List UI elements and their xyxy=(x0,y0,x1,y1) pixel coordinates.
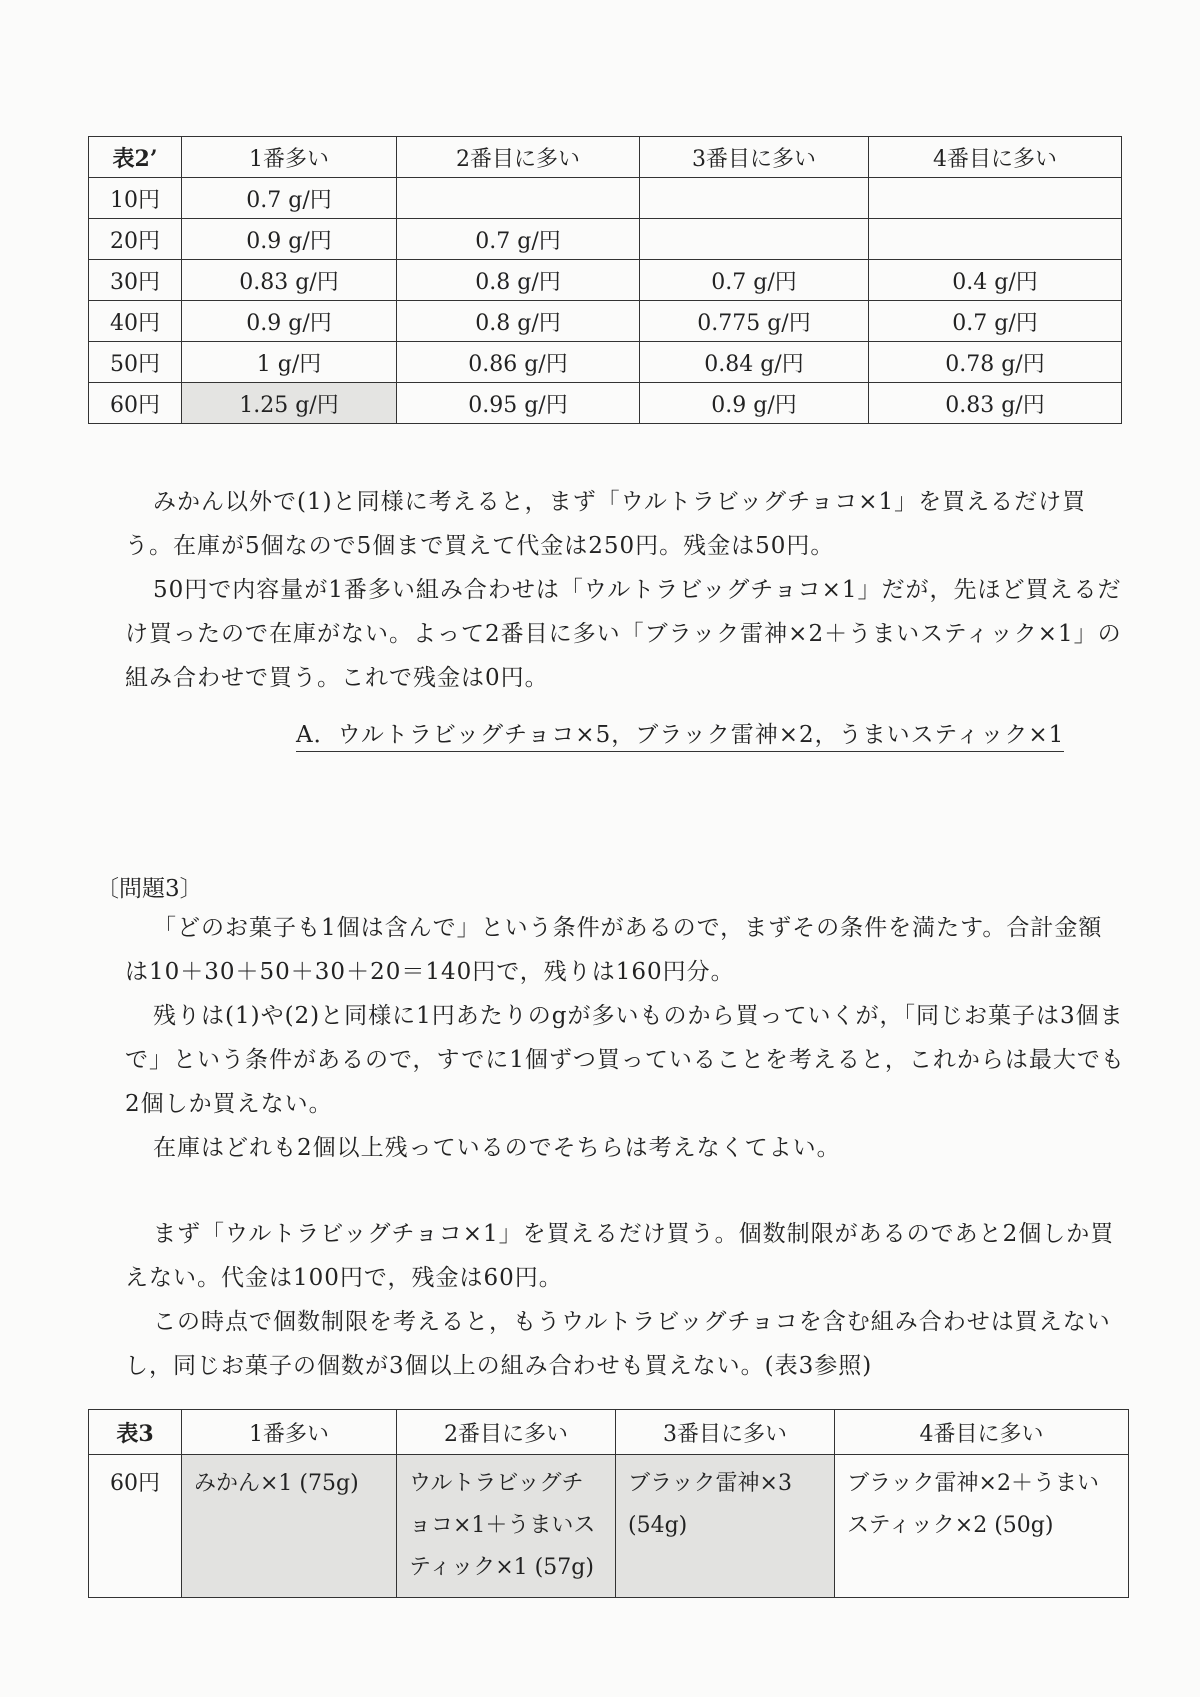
combo-cell: ブラック雷神×3 (54g) xyxy=(616,1455,835,1598)
value-cell: 0.83 g/円 xyxy=(182,260,397,301)
table-row xyxy=(89,178,1122,219)
value-cell: 0.8 g/円 xyxy=(397,301,640,342)
value-cell: 0.4 g/円 xyxy=(869,260,1122,301)
price-cell: 30円 xyxy=(89,260,182,301)
value-cell: 0.9 g/円 xyxy=(182,219,397,260)
value-cell: 0.7 g/円 xyxy=(397,219,640,260)
table-row xyxy=(89,219,1122,260)
value-cell: 0.95 g/円 xyxy=(397,383,640,424)
problem-3-heading: 〔問題3〕 xyxy=(96,876,203,902)
price-cell: 60円 xyxy=(89,1455,182,1598)
combo-cell: ウルトラビッグチョコ×1＋うまいスティック×1 (57g) xyxy=(397,1455,616,1598)
value-cell xyxy=(397,178,640,219)
value-cell xyxy=(869,178,1122,219)
value-cell: 1 g/円 xyxy=(182,342,397,383)
table-row xyxy=(89,1455,1129,1598)
section3-paragraph-1: 「どのお菓子も1個は含んで」という条件があるので，まずその条件を満たす。合計金額は10＋30＋50＋30＋20＝140円で，残りは160円分。 xyxy=(125,915,1103,985)
combo-cell: ブラック雷神×2＋うまいスティック×2 (50g) xyxy=(835,1455,1129,1598)
table-row xyxy=(89,383,1122,424)
value-cell: 0.84 g/円 xyxy=(640,342,869,383)
column-header: 1番多い xyxy=(182,137,397,178)
section3-paragraph-3: 在庫はどれも2個以上残っているのでそちらは考えなくてよい。 xyxy=(153,1135,841,1161)
value-cell: 0.78 g/円 xyxy=(869,342,1122,383)
section2-paragraph-1: みかん以外で(1)と同様に考えると，まず「ウルトラビッグチョコ×1」を買えるだけ買う。在庫が5個なので5個まで買えて代金は250円。残金は50円。 xyxy=(125,489,1087,559)
table-row xyxy=(89,301,1122,342)
column-header: 3番目に多い xyxy=(640,137,869,178)
column-header: 4番目に多い xyxy=(869,137,1122,178)
table-row xyxy=(89,260,1122,301)
value-cell xyxy=(869,219,1122,260)
value-cell: 0.8 g/円 xyxy=(397,260,640,301)
value-cell: 0.86 g/円 xyxy=(397,342,640,383)
price-cell: 20円 xyxy=(89,219,182,260)
answer-line: A．ウルトラビッグチョコ×5，ブラック雷神×2，うまいスティック×1 xyxy=(296,716,1064,752)
table-title: 表3 xyxy=(89,1410,182,1455)
table-header-row xyxy=(89,137,1122,178)
value-cell xyxy=(640,178,869,219)
price-cell: 60円 xyxy=(89,383,182,424)
section3-paragraph-5: この時点で個数制限を考えると，もうウルトラビッグチョコを含む組み合わせは買えないし，同じお菓子の個数が3個以上の組み合わせも買えない。(表3参照) xyxy=(125,1309,1111,1379)
section3-paragraph-2: 残りは(1)や(2)と同様に1円あたりのgが多いものから買っていくが，「同じお菓子は3個まで」という条件があるので，すでに1個ずつ買っていることを考えると，これからは最大でも2個しか買えない。 xyxy=(125,1003,1125,1117)
value-cell: 0.775 g/円 xyxy=(640,301,869,342)
value-cell: 0.9 g/円 xyxy=(640,383,869,424)
column-header: 2番目に多い xyxy=(397,137,640,178)
highlighted-value-cell: 1.25 g/円 xyxy=(182,383,397,424)
value-cell: 0.83 g/円 xyxy=(869,383,1122,424)
table-row xyxy=(89,342,1122,383)
table-title: 表2’ xyxy=(89,137,182,178)
price-cell: 50円 xyxy=(89,342,182,383)
column-header: 4番目に多い xyxy=(835,1410,1129,1455)
section2-paragraph-2: 50円で内容量が1番多い組み合わせは「ウルトラビッグチョコ×1」だが，先ほど買えるだけ買ったので在庫がない。よって2番目に多い「ブラック雷神×2＋うまいスティック×1」の組み合わせで買う。これで残金は0円。 xyxy=(125,577,1122,691)
column-header: 2番目に多い xyxy=(397,1410,616,1455)
price-cell: 40円 xyxy=(89,301,182,342)
value-cell: 0.7 g/円 xyxy=(640,260,869,301)
column-header: 1番多い xyxy=(182,1410,397,1455)
value-cell: 0.7 g/円 xyxy=(182,178,397,219)
value-cell: 0.7 g/円 xyxy=(869,301,1122,342)
section3-paragraph-4: まず「ウルトラビッグチョコ×1」を買えるだけ買う。個数制限があるのであと2個しか買えない。代金は100円で，残金は60円。 xyxy=(125,1221,1115,1291)
column-header: 3番目に多い xyxy=(616,1410,835,1455)
table-header-row xyxy=(89,1410,1129,1455)
value-cell xyxy=(640,219,869,260)
value-cell: 0.9 g/円 xyxy=(182,301,397,342)
price-cell: 10円 xyxy=(89,178,182,219)
combo-cell: みかん×1 (75g) xyxy=(182,1455,397,1598)
table-3 xyxy=(88,1409,1129,1598)
table-2-prime xyxy=(88,136,1122,424)
